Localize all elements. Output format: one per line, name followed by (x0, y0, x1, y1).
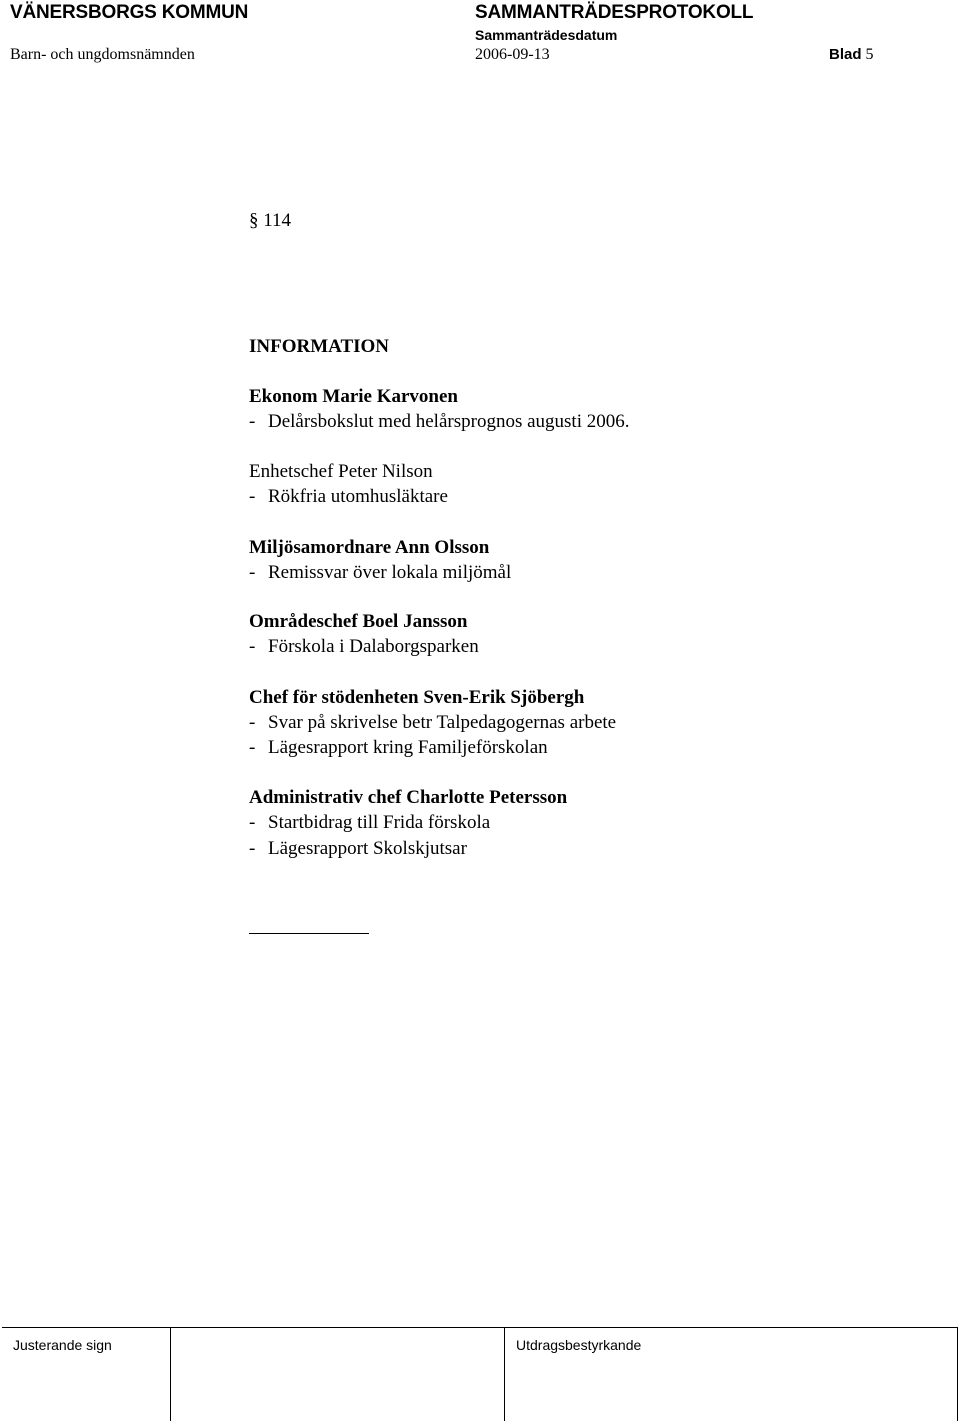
bullet: - (249, 838, 256, 859)
justify-sign-label: Justerande sign (13, 1337, 112, 1353)
list-item-text: Startbidrag till Frida förskola (268, 812, 491, 833)
footer-divider (2, 1327, 958, 1328)
presenter-heading: Chef för stödenheten Sven-Erik Sjöbergh (249, 687, 585, 708)
bullet: - (249, 636, 256, 657)
presenter-heading: Enhetschef Peter Nilson (249, 461, 433, 482)
page-label: Blad (829, 46, 862, 63)
organization-name: VÄNERSBORGS KOMMUN (10, 2, 249, 23)
list-item (249, 486, 448, 508)
list-item (249, 737, 548, 759)
bullet: - (249, 712, 256, 733)
committee-name: Barn- och ungdomsnämnden (10, 46, 195, 63)
column-divider (957, 1327, 958, 1421)
document-type: SAMMANTRÄDESPROTOKOLL (475, 2, 754, 23)
list-item (249, 411, 629, 433)
list-item-text: Lägesrapport kring Familjeförskolan (268, 737, 548, 758)
list-item-text: Delårsbokslut med helårsprognos augusti 2006. (268, 411, 630, 432)
list-item-text: Rökfria utomhusläktare (268, 486, 448, 507)
list-item (249, 838, 467, 860)
column-divider (170, 1327, 171, 1421)
list-item-text: Remissvar över lokala miljömål (268, 562, 512, 583)
bullet: - (249, 486, 256, 507)
list-item (249, 812, 490, 834)
footer-signature-table (2, 1327, 958, 1421)
meeting-date: 2006-09-13 (475, 46, 550, 63)
date-label: Sammanträdesdatum (475, 27, 618, 43)
bullet: - (249, 812, 256, 833)
page-number: 5 (865, 46, 874, 63)
list-item (249, 562, 511, 584)
list-item (249, 636, 479, 658)
presenter-heading: Ekonom Marie Karvonen (249, 386, 458, 407)
bullet: - (249, 562, 256, 583)
presenter-heading: Områdeschef Boel Jansson (249, 611, 468, 632)
page-indicator (829, 46, 874, 64)
list-item (249, 712, 616, 734)
column-divider (504, 1327, 505, 1421)
presenter-heading: Administrativ chef Charlotte Petersson (249, 787, 568, 808)
bullet: - (249, 737, 256, 758)
section-end-rule (249, 933, 369, 934)
list-item-text: Förskola i Dalaborgsparken (268, 636, 479, 657)
list-item-text: Lägesrapport Skolskjutsar (268, 838, 467, 859)
section-title: INFORMATION (249, 336, 390, 357)
presenter-heading: Miljösamordnare Ann Olsson (249, 537, 490, 558)
extract-certification-label: Utdragsbestyrkande (516, 1337, 642, 1353)
section-number: § 114 (249, 210, 292, 231)
list-item-text: Svar på skrivelse betr Talpedagogernas arbete (268, 712, 617, 733)
bullet: - (249, 411, 256, 432)
